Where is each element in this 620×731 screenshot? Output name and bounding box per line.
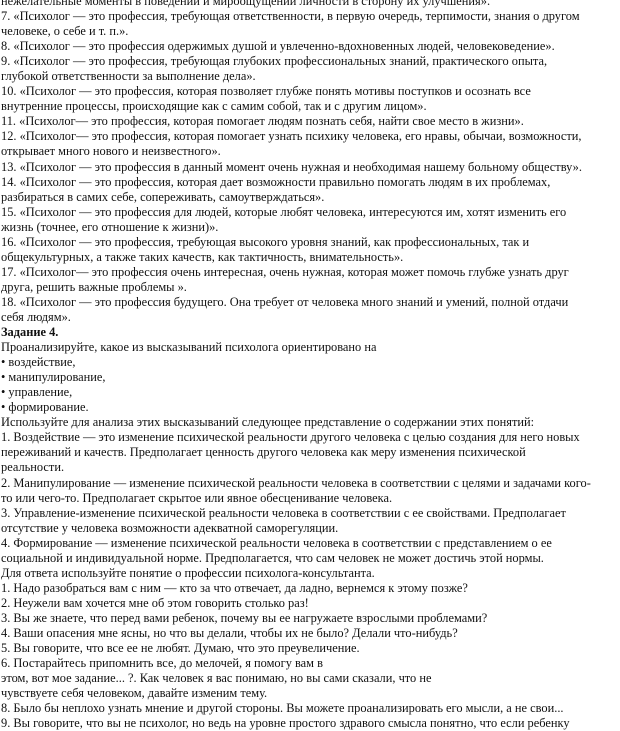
text-line: 14. «Психолог — это профессия, которая дает возможности правильно помогать людям в их проблемах, (1, 174, 551, 189)
task-line: 2. Неужели вам хочется мне об этом говорить столько раз! (1, 595, 309, 610)
text-line: 12. «Психолог— это профессия, которая помогает узнать психику человека, его нравы, обычаи, возможности, (1, 129, 582, 144)
text-line: 9. «Психолог — это профессия, требующая глубоких профессиональных знаний, практического опыта, (1, 54, 548, 69)
task-line: 4. Формирование — изменение психической реальности человека в соответствии с представлением о ее (1, 535, 552, 550)
task-line: переживаний и качеств. Предполагает ценность другого человека как меру изменения психической (1, 445, 526, 460)
task-heading: Задание 4. (1, 325, 59, 340)
text-line: открывает много нового и неизвестного». (1, 144, 221, 159)
text-line: глубокой ответственности за выполнение дела». (1, 69, 256, 84)
text-line: 11. «Психолог— это профессия, которая помогает людям познать себя, найти свое место в жизни». (1, 114, 524, 129)
text-line: 16. «Психолог — это профессия, требующая высокого уровня знаний, как профессиональных, так и (1, 234, 530, 249)
bullet-item: • управление, (1, 385, 73, 400)
task-line: 9. Вы говорите, что вы не психолог, но ведь на уровне простого здравого смысла понятно, что если ребенку (1, 716, 570, 731)
task-line: этом, вот мое задание... ?. Как человек я вас понимаю, но вы сами сказали, что не (1, 671, 432, 686)
task-line: чувствуете себя человеком, давайте изменим тему. (1, 686, 268, 701)
text-line: нежелательные моменты в поведении и мироощущении личности в сторону их улучшения». (1, 0, 491, 8)
task-line: социальной и индивидуальной норме. Предполагается, что сам человек не может достичь этой нормы. (1, 550, 544, 565)
text-line: друга, решить важные проблемы ». (1, 279, 187, 294)
bullet-item: • манипулирование, (1, 370, 106, 385)
text-line: внутренние процессы, происходящие как с самим собой, так и с другим лицом». (1, 99, 427, 114)
text-line: 15. «Психолог — это профессия для людей, которые любят человека, интересуются им, хотят изменить его (1, 204, 567, 219)
text-line: 13. «Психолог — это профессия в данный момент очень нужная и необходимая нашему больному обществу». (1, 159, 582, 174)
text-line: 8. «Психолог — это профессия одержимых душой и увлеченно-вдохновенных людей, человековедение». (1, 39, 555, 54)
text-line: 10. «Психолог — это профессия, которая позволяет глубже понять мотивы поступков и осознать все (1, 84, 531, 99)
task-line: Проанализируйте, какое из высказываний психолога ориентировано на (1, 340, 377, 355)
task-line: 2. Манипулирование — изменение психической реальности человека в соответствии с целями и задачами кого- (1, 475, 591, 490)
task-line: 6. Постарайтесь припомнить все, до мелочей, я помогу вам в (1, 656, 323, 671)
text-line: 7. «Психолог — это профессия, требующая ответственности, в первую очередь, терпимости, знания о другом (1, 9, 580, 24)
task-line: 3. Управление-изменение психической реальности человека в соответствии с ее свойствами. Предполагает (1, 505, 566, 520)
task-line: 1. Надо разобраться вам с ним — кто за что отвечает, да ладно, вернемся к этому позже? (1, 580, 468, 595)
bullet-item: • формирование. (1, 400, 89, 415)
task-line: Используйте для анализа этих высказываний следующее представление о содержании этих понятий: (1, 415, 535, 430)
text-line: себя людям». (1, 309, 71, 324)
text-line: разбираться в самих себе, сопереживать, самоутверждаться». (1, 189, 325, 204)
task-line: 4. Ваши опасения мне ясны, но что вы делали, чтобы их не было? Делали что-нибудь? (1, 625, 458, 640)
text-line: 18. «Психолог — это профессия будущего. Она требует от человека много знаний и умений, полной отдачи (1, 294, 569, 309)
task-line: 8. Было бы неплохо узнать мнение и другой стороны. Вы можете проанализировать его мысли, а не свои... (1, 701, 564, 716)
text-line: жизнь (точнее, его отношение к жизни)». (1, 219, 219, 234)
task-line: Для ответа используйте понятие о профессии психолога-консультанта. (1, 565, 375, 580)
task-line: 1. Воздействие — это изменение психической реальности другого человека с целью создания для него новых (1, 430, 580, 445)
text-line: человеке, о себе и т. п.». (1, 24, 129, 39)
task-line: 5. Вы говорите, что все ее не любят. Думаю, что это преувеличение. (1, 641, 360, 656)
task-line: то или чего-то. Предполагает скрытое или явное обесценивание человека. (1, 490, 393, 505)
text-line: 17. «Психолог— это профессия очень интересная, очень нужная, которая может помочь глубже узнать друг (1, 264, 569, 279)
task-line: отсутствие у человека возможности адекватной саморегуляции. (1, 520, 339, 535)
bullet-item: • воздействие, (1, 355, 76, 370)
task-line: реальности. (1, 460, 65, 475)
text-line: общекультурных, а также таких качеств, как тактичность, внимательность». (1, 249, 404, 264)
task-line: 3. Вы же знаете, что перед вами ребенок, почему вы ее нагружаете взрослыми проблемами? (1, 610, 488, 625)
